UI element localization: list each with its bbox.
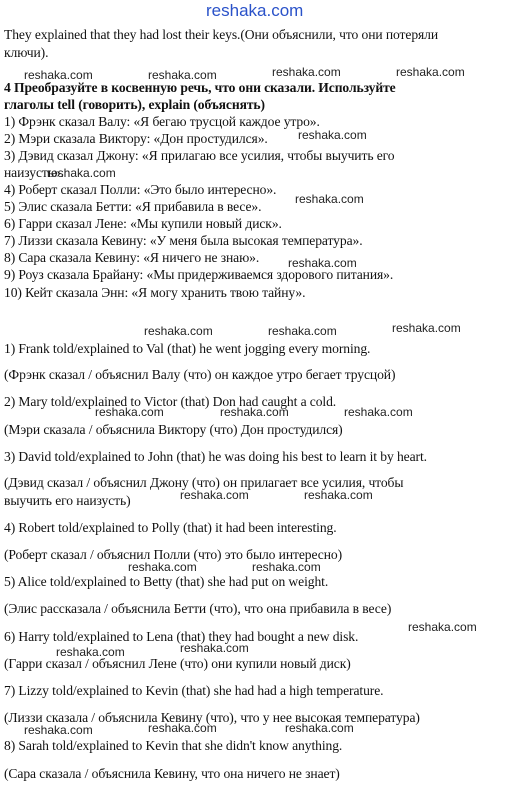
watermark: reshaka.com xyxy=(298,128,367,142)
answer-line: 1) Frank told/explained to Val (that) he went jogging every morning. xyxy=(4,341,371,356)
task-item: 9) Роуз сказала Брайану: «Мы придерживаемся здорового питания». xyxy=(4,267,394,282)
watermark: reshaka.com xyxy=(144,324,213,338)
answer-translation: (Мэри сказала / объяснила Виктору (что) Дон простудился) xyxy=(4,422,343,437)
task-item: 3) Дэвид сказал Джону: «Я прилагаю все усилия, чтобы выучить его xyxy=(4,148,395,163)
task-item: 2) Мэри сказала Виктору: «Дон простудился». xyxy=(4,131,268,146)
watermark: reshaka.com xyxy=(304,488,373,502)
watermark: reshaka.com xyxy=(220,405,289,419)
watermark: reshaka.com xyxy=(252,560,321,574)
answer-translation: (Лиззи сказала / объяснила Кевину (что), что у нее высокая температура) xyxy=(4,710,420,725)
watermark: reshaka.com xyxy=(408,620,477,634)
answer-line: 5) Alice told/explained to Betty (that) she had put on weight. xyxy=(4,574,329,589)
watermark: reshaka.com xyxy=(148,721,217,735)
answer-line: 7) Lizzy told/explained to Kevin (that) she had had a high temperature. xyxy=(4,683,384,698)
watermark-top: reshaka.com xyxy=(206,1,304,20)
watermark: reshaka.com xyxy=(148,68,217,82)
intro-line-2: ключи). xyxy=(4,45,49,60)
watermark: reshaka.com xyxy=(288,256,357,270)
watermark: reshaka.com xyxy=(95,405,164,419)
watermark: reshaka.com xyxy=(295,192,364,206)
watermark: reshaka.com xyxy=(268,324,337,338)
task-item: 1) Фрэнк сказал Валу: «Я бегаю трусцой каждое утро». xyxy=(4,114,320,129)
watermark: reshaka.com xyxy=(24,723,93,737)
answer-line: 4) Robert told/explained to Polly (that) it had been interesting. xyxy=(4,520,337,535)
task-heading-2: глаголы tell (говорить), explain (объяснять) xyxy=(4,97,265,112)
watermark: reshaka.com xyxy=(24,68,93,82)
answer-line: 2) Mary told/explained to Victor (that) Don had caught a cold. xyxy=(4,394,337,409)
watermark: reshaka.com xyxy=(56,645,125,659)
intro-line-1: They explained that they had lost their keys.(Они объяснили, что они потеряли xyxy=(4,27,439,42)
answer-translation: (Сара сказала / объяснила Кевину, что она ничего не знает) xyxy=(4,766,340,781)
answer-translation: (Гарри сказал / объяснил Лене (что) они купили новый диск) xyxy=(4,656,351,671)
task-item: 10) Кейт сказала Энн: «Я могу хранить твою тайну». xyxy=(4,285,306,300)
watermark: reshaka.com xyxy=(180,488,249,502)
answer-translation: (Фрэнк сказал / объяснил Валу (что) он каждое утро бегает трусцой) xyxy=(4,367,396,382)
task-item: 7) Лиззи сказала Кевину: «У меня была высокая температура». xyxy=(4,233,363,248)
task-item: 6) Гарри сказал Лене: «Мы купили новый диск». xyxy=(4,216,282,231)
task-heading-1: 4 Преобразуйте в косвенную речь, что они сказали. Используйте xyxy=(4,80,396,95)
task-item: наизусть». xyxy=(4,165,64,180)
task-item: 4) Роберт сказал Полли: «Это было интересно». xyxy=(4,182,277,197)
task-item: 8) Сара сказала Кевину: «Я ничего не знаю». xyxy=(4,250,260,265)
answer-translation: (Дэвид сказал / объяснил Джону (что) он прилагает все усилия, чтобы xyxy=(4,475,404,490)
answer-line: 8) Sarah told/explained to Kevin that she didn't know anything. xyxy=(4,738,343,753)
watermark: reshaka.com xyxy=(272,65,341,79)
watermark: reshaka.com xyxy=(392,321,461,335)
answer-translation: (Роберт сказал / объяснил Полли (что) это было интересно) xyxy=(4,547,343,562)
answer-translation: выучить его наизусть) xyxy=(4,493,131,508)
watermark: reshaka.com xyxy=(128,560,197,574)
answer-translation: (Элис рассказала / объяснила Бетти (что), что она прибавила в весе) xyxy=(4,601,392,616)
answer-line: 3) David told/explained to John (that) he was doing his best to learn it by heart. xyxy=(4,449,427,464)
answer-line: 6) Harry told/explained to Lena (that) they had bought a new disk. xyxy=(4,629,359,644)
watermark: reshaka.com xyxy=(344,405,413,419)
watermark: reshaka.com xyxy=(285,721,354,735)
task-item: 5) Элис сказала Бетти: «Я прибавила в весе». xyxy=(4,199,262,214)
watermark: reshaka.com xyxy=(180,641,249,655)
watermark: reshaka.com xyxy=(47,166,116,180)
watermark: reshaka.com xyxy=(396,65,465,79)
